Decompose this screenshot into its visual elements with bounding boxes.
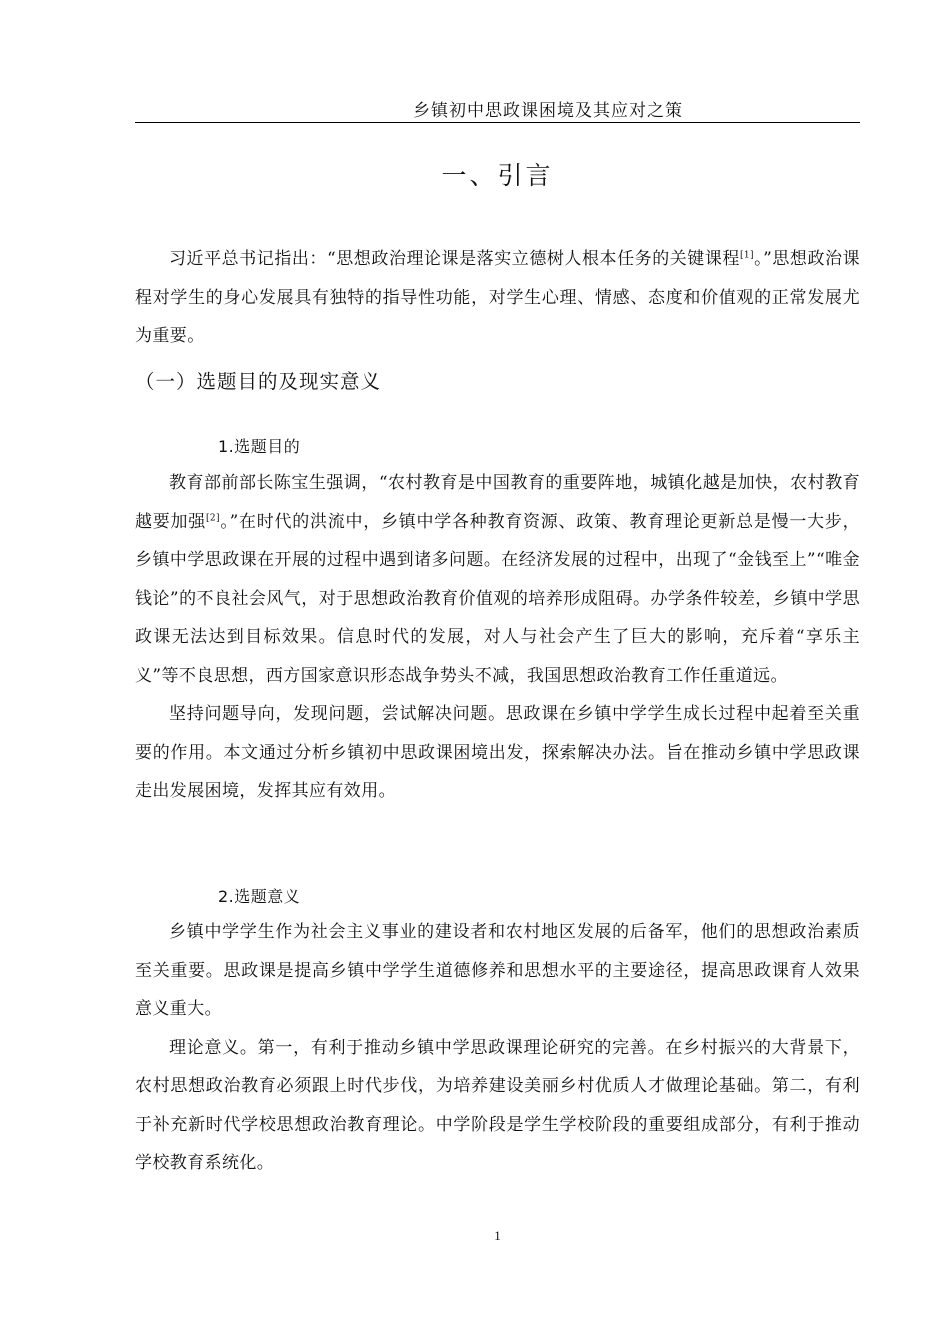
section-heading: （一）选题目的及现实意义 <box>135 370 382 393</box>
purpose-paragraph-1 <box>135 464 860 695</box>
page-number: 1 <box>494 1228 501 1243</box>
citation-1: [1] <box>739 250 754 261</box>
chapter-title: 一、引言 <box>441 161 554 190</box>
subsection-heading-purpose: 1.选题目的 <box>218 437 301 456</box>
significance-paragraph-1: 乡镇中学学生作为社会主义事业的建设者和农村地区发展的后备军，他们的思想政治素质至关重要。思政课是提高乡镇中学学生道德修养和思想水平的主要途径，提高思政课育人效果意义重大。 <box>135 922 860 1019</box>
purpose-paragraphs <box>135 464 860 811</box>
subsection-heading-significance: 2.选题意义 <box>218 887 301 906</box>
purpose-text-1: 教育部前部长陈宝生强调，“农村教育是中国教育的重要阵地，城镇化越是加快，农村教育越要加强 <box>135 473 860 532</box>
significance-paragraphs <box>135 913 860 1183</box>
significance-paragraph-2: 理论意义。第一，有利于推动乡镇中学思政课理论研究的完善。在乡村振兴的大背景下，农村思想政治教育必须跟上时代步伐，为培养建设美丽乡村优质人才做理论基础。第二，有利于补充新时代学校思想政治教育理论。中学阶段是学生学校阶段的重要组成部分，有利于推动学校教育系统化。 <box>135 1037 860 1173</box>
purpose-text-2: 。”在时代的洪流中，乡镇中学各种教育资源、政策、教育理论更新总是慢一大步，乡镇中学思政课在开展的过程中遇到诸多问题。在经济发展的过程中，出现了“金钱至上”“唯金钱论”的不良社会风气，对于思想政治教育价值观的培养形成阻碍。办学条件较差，乡镇中学思政课无法达到目标效果。信息时代的发展，对人与社会产生了巨大的影响，充斥着“享乐主义”等不良思想，西方国家意识形态战争势头不减，我国思想政治教育工作任重道远。 <box>135 511 860 686</box>
running-header: 乡镇初中思政课困境及其应对之策 <box>413 101 683 121</box>
header-rule <box>135 122 860 123</box>
intro-paragraph-block <box>135 240 860 356</box>
purpose-paragraph-2: 坚持问题导向，发现问题，尝试解决问题。思政课在乡镇中学学生成长过程中起着至关重要的作用。本文通过分析乡镇初中思政课困境出发，探索解决办法。旨在推动乡镇中学思政课走出发展困境，发挥其应有效用。 <box>135 704 860 801</box>
intro-text-2: 。”思想政治课程对学生的身心发展具有独特的指导性功能，对学生心理、情感、态度和价值观的正常发展尤为重要。 <box>135 249 860 346</box>
citation-2: [2] <box>206 512 220 523</box>
intro-paragraph <box>135 240 860 356</box>
intro-text-1: 习近平总书记指出：“思想政治理论课是落实立德树人根本任务的关键课程 <box>169 249 740 269</box>
